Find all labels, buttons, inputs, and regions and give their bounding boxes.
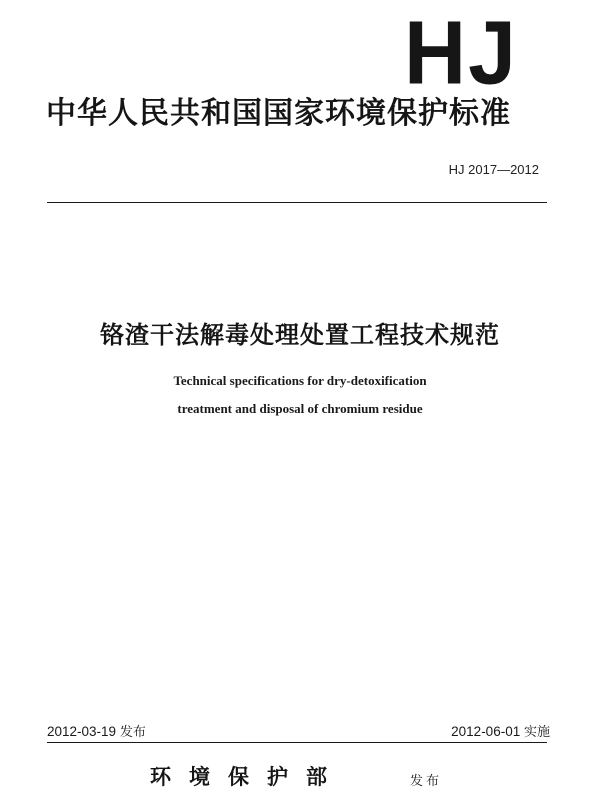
implement-date-block [451, 721, 550, 740]
hj-logo: HJ [404, 2, 518, 104]
issue-label: 发布 [119, 725, 146, 740]
issue-date-block [47, 721, 146, 740]
main-title: 中华人民共和国国家环境保护标准 [46, 96, 511, 131]
standard-title-en-line1: Technical specifications for dry-detoxification [173, 373, 427, 388]
issuer-name: 环境保护部 [150, 764, 345, 789]
header-divider [47, 202, 547, 203]
standard-title-en-line2: treatment and disposal of chromium residue [177, 401, 423, 416]
standard-code: HJ 2017—2012 [448, 162, 539, 177]
issue-date: 2012-03-19 [47, 724, 117, 739]
issuer-label: 发布 [410, 774, 443, 789]
standard-title-cn: 铬渣干法解毒处理处置工程技术规范 [100, 321, 500, 349]
footer-divider [47, 742, 547, 743]
implement-date: 2012-06-01 [451, 724, 521, 739]
implement-label: 实施 [523, 725, 550, 740]
